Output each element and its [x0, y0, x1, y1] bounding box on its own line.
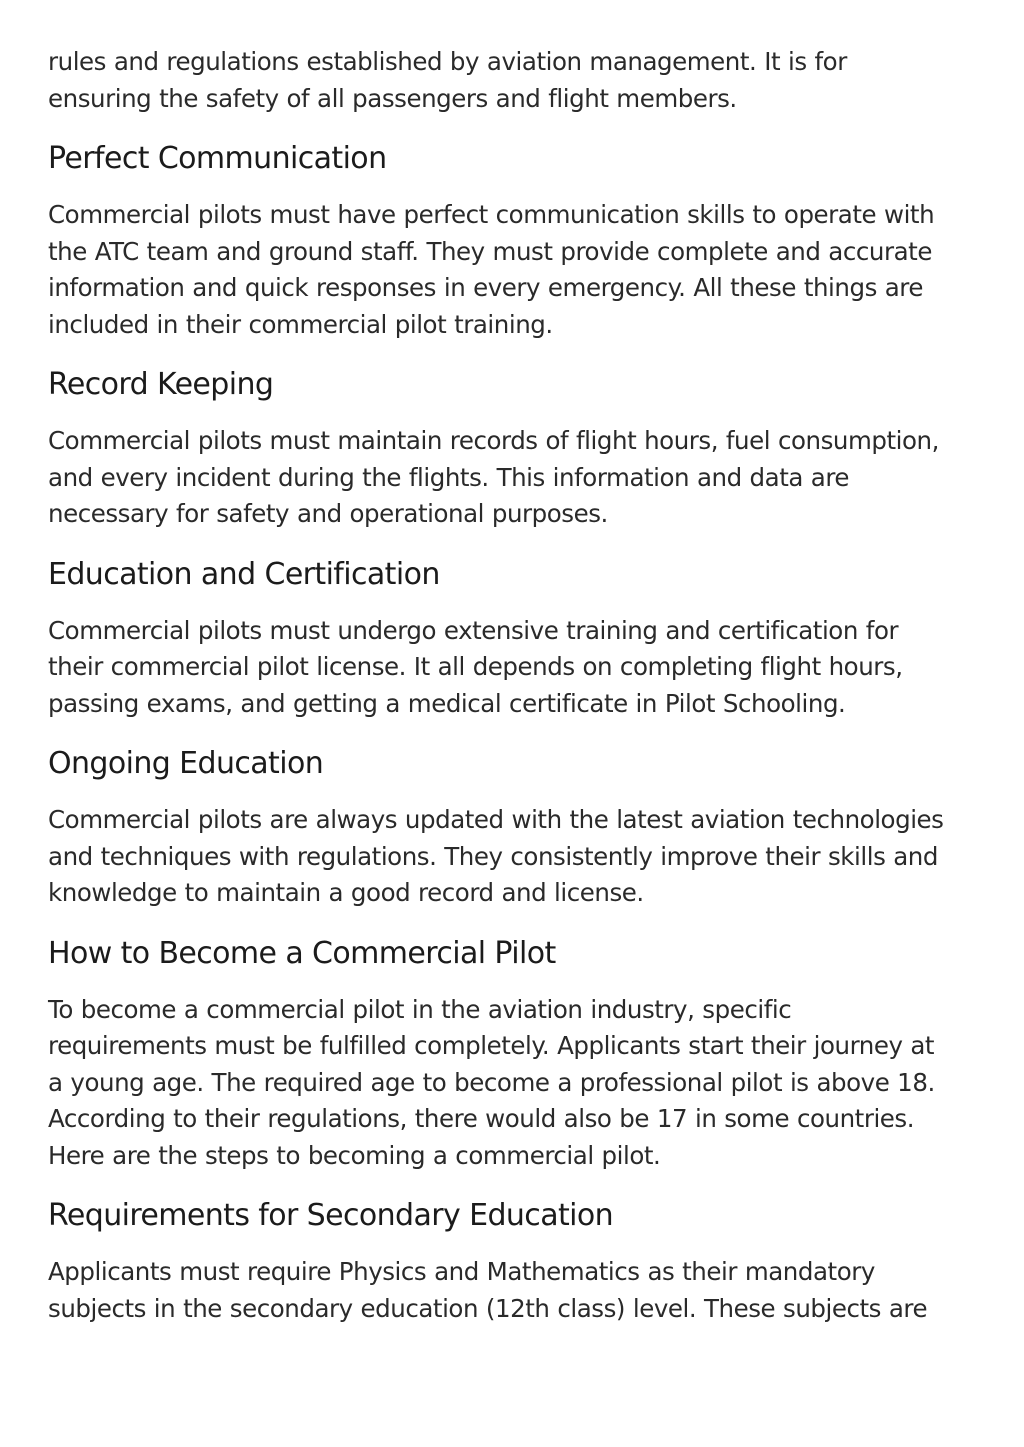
- section-become-commercial-pilot: [48, 934, 988, 1175]
- text-line: and techniques with regulations. They consistently improve their skills and: [48, 841, 938, 871]
- section-paragraph: [48, 423, 988, 533]
- text-line: knowledge to maintain a good record and license.: [48, 878, 644, 907]
- section-perfect-communication: [48, 139, 988, 343]
- section-education-certification: [48, 555, 988, 723]
- text-line: necessary for safety and operational purposes.: [48, 499, 608, 528]
- text-line: Commercial pilots must undergo extensive training and certification for: [48, 615, 899, 645]
- text-line: passing exams, and getting a medical certificate in Pilot Schooling.: [48, 688, 846, 718]
- section-heading: Perfect Communication: [48, 141, 387, 176]
- text-line: the ATC team and ground staff. They must provide complete and accurate: [48, 236, 932, 266]
- section-heading: How to Become a Commercial Pilot: [48, 935, 556, 971]
- text-line: information and quick responses in every emergency. All these things are: [48, 273, 924, 302]
- text-line: their commercial pilot license. It all depends on completing flight hours,: [48, 652, 903, 681]
- text-line: included in their commercial pilot training.: [48, 309, 553, 339]
- text-line: requirements must be fulfilled completely. Applicants start their journey at: [48, 1031, 935, 1060]
- section-ongoing-education: [48, 744, 988, 912]
- text-line: ensuring the safety of all passengers and flight members.: [48, 83, 737, 113]
- section-heading: Requirements for Secondary Education: [48, 1198, 614, 1233]
- section-record-keeping: [48, 365, 988, 533]
- text-line: Applicants must require Physics and Mathematics as their mandatory: [48, 1257, 875, 1286]
- section-secondary-education: [48, 1196, 988, 1327]
- intro-paragraph: [48, 44, 988, 117]
- section-paragraph: [48, 197, 988, 343]
- text-line: Commercial pilots are always updated with the latest aviation technologies: [48, 805, 944, 834]
- section-paragraph: [48, 1254, 988, 1327]
- section-paragraph: [48, 802, 988, 912]
- text-line: To become a commercial pilot in the aviation industry, specific: [48, 994, 792, 1024]
- text-line: and every incident during the flights. This information and data are: [48, 462, 850, 492]
- section-heading: Ongoing Education: [48, 746, 324, 781]
- text-line: According to their regulations, there would also be 17 in some countries.: [48, 1104, 915, 1133]
- text-line: subjects in the secondary education (12th class) level. These subjects are: [48, 1293, 928, 1323]
- document-page: [48, 44, 988, 1327]
- text-line: a young age. The required age to become a professional pilot is above 18.: [48, 1067, 935, 1097]
- section-paragraph: [48, 992, 988, 1175]
- section-heading: Education and Certification: [48, 556, 440, 592]
- text-line: Commercial pilots must maintain records of flight hours, fuel consumption,: [48, 426, 939, 455]
- text-line: Commercial pilots must have perfect communication skills to operate with: [48, 200, 935, 229]
- section-heading: Record Keeping: [48, 367, 274, 402]
- section-paragraph: [48, 613, 988, 723]
- text-line: Here are the steps to becoming a commercial pilot.: [48, 1140, 661, 1170]
- text-line: rules and regulations established by aviation management. It is for: [48, 47, 847, 76]
